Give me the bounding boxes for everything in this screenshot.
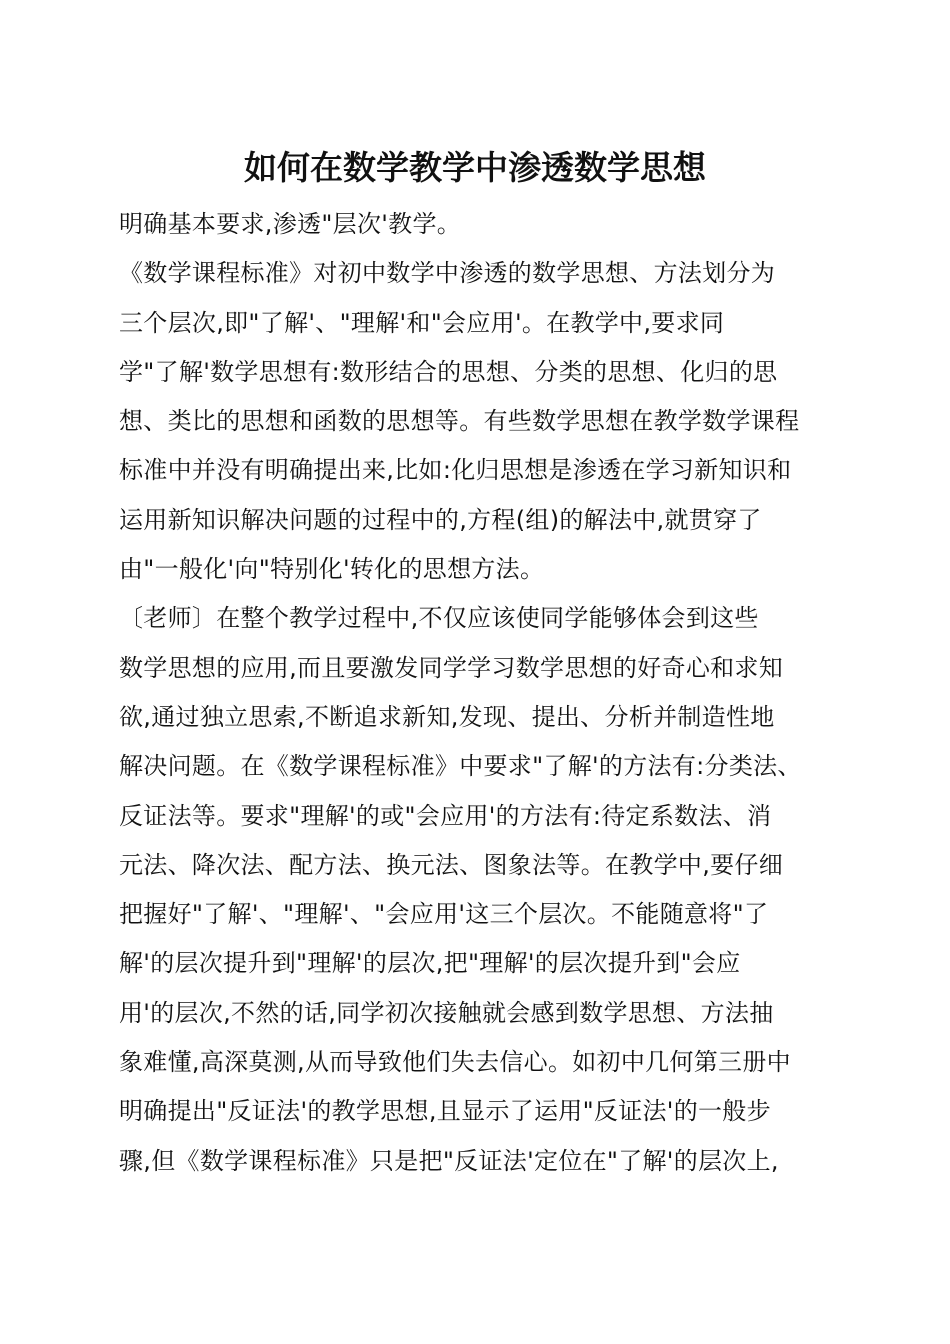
body-line: 标准中并没有明确提出来,比如:化归思想是渗透在学习新知识和 — [119, 456, 792, 485]
document-body — [119, 200, 839, 1186]
body-line: 解'的层次提升到"理解'的层次,把"理解'的层次提升到"会应 — [119, 949, 741, 978]
body-line: 骤,但《数学课程标准》只是把"反证法'定位在"了解'的层次上, — [119, 1146, 779, 1175]
body-line: 反证法等。要求"理解'的或"会应用'的方法有:待定系数法、消 — [119, 801, 772, 830]
body-line: 明确提出"反证法'的教学思想,且显示了运用"反证法'的一般步 — [119, 1097, 771, 1126]
body-line: 用'的层次,不然的话,同学初次接触就会感到数学思想、方法抽 — [119, 998, 774, 1027]
body-line: 《数学课程标准》对初中数学中渗透的数学思想、方法划分为 — [119, 259, 776, 288]
body-line: 解决问题。在《数学课程标准》中要求"了解'的方法有:分类法、 — [119, 752, 802, 781]
body-line: 三个层次,即"了解'、"理解'和"会应用'。在教学中,要求同 — [119, 308, 725, 337]
body-line: 象难懂,高深莫测,从而导致他们失去信心。如初中几何第三册中 — [119, 1048, 791, 1077]
body-line: 元法、降次法、配方法、换元法、图象法等。在教学中,要仔细 — [119, 850, 784, 879]
body-line: 学"了解'数学思想有:数形结合的思想、分类的思想、化归的思 — [119, 357, 778, 386]
body-line: 明确基本要求,渗透"层次'教学。 — [119, 210, 462, 238]
document-title: 如何在数学教学中渗透数学思想 — [244, 148, 706, 187]
body-line: 想、类比的思想和函数的思想等。有些数学思想在教学数学课程 — [119, 407, 800, 436]
body-line: 把握好"了解'、"理解'、"会应用'这三个层次。不能随意将"了 — [119, 900, 769, 929]
body-line: 运用新知识解决问题的过程中的,方程(组)的解法中,就贯穿了 — [119, 505, 762, 534]
body-line: 由"一般化'向"特别化'转化的思想方法。 — [119, 555, 545, 584]
body-line: 数学思想的应用,而且要激发同学学习数学思想的好奇心和求知 — [119, 653, 784, 682]
body-line: 〔老师〕在整个教学过程中,不仅应该使同学能够体会到这些 — [119, 604, 759, 633]
body-line: 欲,通过独立思索,不断追求新知,发现、提出、分析并制造性地 — [119, 702, 775, 731]
